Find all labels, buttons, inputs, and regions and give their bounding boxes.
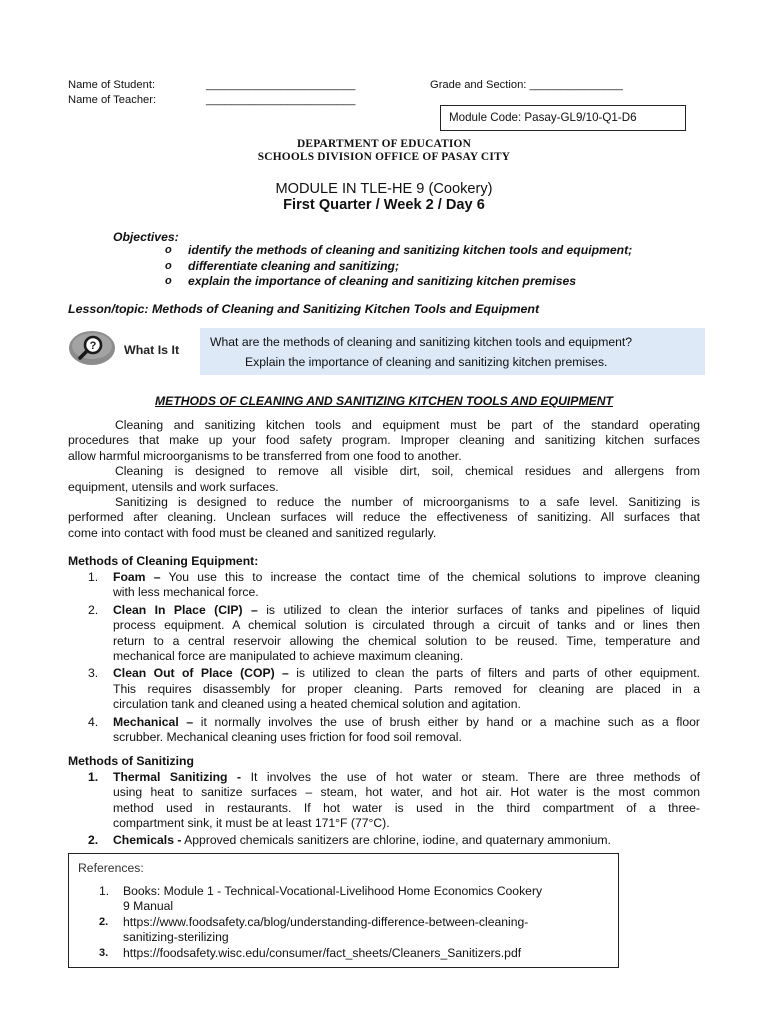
what-is-it-label: What Is It [124, 343, 180, 357]
term: Chemicals - [113, 832, 182, 847]
objective-item: differentiate cleaning and sanitizing; [188, 259, 400, 273]
module-subtitle: First Quarter / Week 2 / Day 6 [283, 197, 485, 213]
text-line: compartment sink, it must be at least 171°F (77°C). [113, 816, 390, 831]
text-line: Approved chemicals sanitizers are chlorine, iodine, and quaternary ammonium. [181, 832, 611, 847]
text-line: This requires disassembly for proper cleaning. Parts removed for cleaning are placed in a [113, 681, 700, 696]
text-line: it normally involves the use of brush either by hand or a machine such as a floor [193, 714, 700, 729]
reference-item [99, 884, 609, 915]
term: Thermal Sanitizing - [113, 770, 242, 784]
term: Foam – [113, 570, 161, 584]
what-is-it-question-1: What are the methods of cleaning and sanitizing kitchen tools and equipment? [210, 335, 633, 349]
list-number: 1. [88, 570, 99, 584]
grade-section-field[interactable]: Grade and Section: _______________ [430, 79, 623, 91]
module-code-box [440, 105, 686, 131]
list-item [88, 770, 700, 832]
text-line: return to a central reservoir allowing the chemical solution to be reused. Time, temperature and [113, 633, 700, 648]
text-line: using heat to sanitize surfaces – steam, hot water, and hot air. Hot water is the most common [113, 785, 700, 800]
text-line: is utilized to clean the interior surfaces of tanks and pipelines of liquid [257, 602, 701, 617]
magnifier-icon [68, 328, 116, 368]
text-line: method used in restaurants. If hot water is used in the third compartment of a three- [113, 800, 700, 815]
references-heading: References: [78, 861, 144, 875]
text-line: Cleaning is designed to remove all visible dirt, soil, chemical residues and allergens from [115, 464, 700, 479]
module-code: Module Code: Pasay-GL9/10-Q1-D6 [449, 111, 637, 124]
svg-text:?: ? [89, 340, 97, 352]
list-number: 2. [88, 832, 99, 847]
term: Clean Out of Place (COP) – [113, 666, 289, 681]
list-number: 3. [88, 666, 99, 681]
text-line: mechanical force are manipulated to achieve maximum cleaning. [113, 649, 464, 664]
list-number: 2. [99, 915, 109, 928]
objective-bullet: o [165, 275, 172, 287]
reference-item[interactable] [99, 915, 609, 946]
text-line: allow harmful microorganisms to be transferred from one food to another. [68, 448, 462, 463]
text-line: You use this to increase the contact time of the chemical solutions to improve cleaning [160, 570, 701, 584]
teacher-name-label: Name of Teacher: [68, 94, 157, 106]
sanitizing-heading: Methods of Sanitizing [68, 754, 194, 768]
paragraph-intro [68, 418, 700, 541]
section-title: METHODS OF CLEANING AND SANITIZING KITCHEN TOOLS AND EQUIPMENT [155, 394, 613, 408]
cleaning-list [88, 570, 700, 745]
reference-link[interactable]: https://foodsafety.wisc.edu/consumer/fact_sheets/Cleaners_Sanitizers.pdf [123, 945, 522, 960]
text-line: is utilized to clean the parts of filters and parts of other equipment. [288, 666, 700, 681]
objective-bullet: o [165, 260, 172, 272]
what-is-it-question-2: Explain the importance of cleaning and sanitizing kitchen premises. [245, 355, 608, 369]
department-title: DEPARTMENT OF EDUCATION [296, 138, 471, 150]
division-title: SCHOOLS DIVISION OFFICE OF PASAY CITY [257, 151, 511, 163]
text-line: Sanitizing is designed to reduce the number of microorganisms to a safe level. Sanitizing is [115, 495, 700, 510]
what-is-it-box [200, 328, 705, 375]
list-number: 1. [88, 770, 99, 784]
list-item [88, 603, 700, 665]
text-line: process equipment. A chemical solution is circulated through a circuit of tanks and or lines then [113, 618, 700, 633]
text-line: performed after cleaning. Unclean surfaces will reduce the effectiveness of sanitizing. All surfaces that [68, 510, 700, 525]
list-number: 3. [99, 946, 109, 959]
list-number: 2. [88, 602, 99, 617]
term: Mechanical – [113, 714, 194, 729]
text-line: 9 Manual [123, 899, 174, 914]
text-line: come into contact with food must be cleaned and sanitized regularly. [68, 525, 437, 540]
list-item [88, 833, 700, 848]
lesson-topic: Lesson/topic: Methods of Cleaning and Sanitizing Kitchen Tools and Equipment [68, 302, 540, 316]
text-line: procedures that make up your food safety program. Improper cleaning and sanitizing kitchen surfaces [68, 433, 700, 448]
references-list [99, 884, 609, 961]
module-title: MODULE IN TLE-HE 9 (Cookery) [275, 181, 493, 197]
text-line: It involves the use of hot water or steam. There are three methods of [241, 770, 701, 784]
list-number: 4. [88, 714, 99, 729]
objective-bullet: o [165, 244, 172, 256]
text-line: with less mechanical force. [113, 585, 259, 600]
objectives-heading: Objectives: [113, 230, 179, 244]
cleaning-heading: Methods of Cleaning Equipment: [68, 554, 259, 568]
list-item [88, 715, 700, 746]
text-line: equipment, utensils and work surfaces. [68, 479, 279, 494]
references-box [68, 853, 619, 968]
student-name-blank[interactable]: ________________________ [206, 79, 356, 91]
teacher-name-blank[interactable]: ________________________ [206, 94, 356, 106]
list-item [88, 570, 700, 601]
objective-item: explain the importance of cleaning and sanitizing kitchen premises [188, 274, 577, 288]
text-line: scrubber. Mechanical cleaning uses friction for food soil removal. [113, 730, 462, 745]
reference-link[interactable]: https://www.foodsafety.ca/blog/understanding-difference-between-cleaning- [123, 914, 529, 929]
text-line: Cleaning and sanitizing kitchen tools and equipment must be part of the standard operating [115, 418, 700, 432]
text-line: Books: Module 1 - Technical-Vocational-Livelihood Home Economics Cookery [123, 884, 543, 898]
reference-link[interactable]: sanitizing-sterilizing [123, 930, 229, 945]
list-item [88, 666, 700, 712]
objective-item: identify the methods of cleaning and sanitizing kitchen tools and equipment; [188, 243, 633, 257]
text-line: circulation tank and cleaned using a heated chemical solution and agitation. [113, 697, 521, 712]
term: Clean In Place (CIP) – [113, 602, 258, 617]
sanitizing-list [88, 770, 700, 848]
reference-item[interactable] [99, 946, 609, 961]
student-name-label: Name of Student: [68, 79, 156, 91]
list-number: 1. [99, 884, 110, 898]
